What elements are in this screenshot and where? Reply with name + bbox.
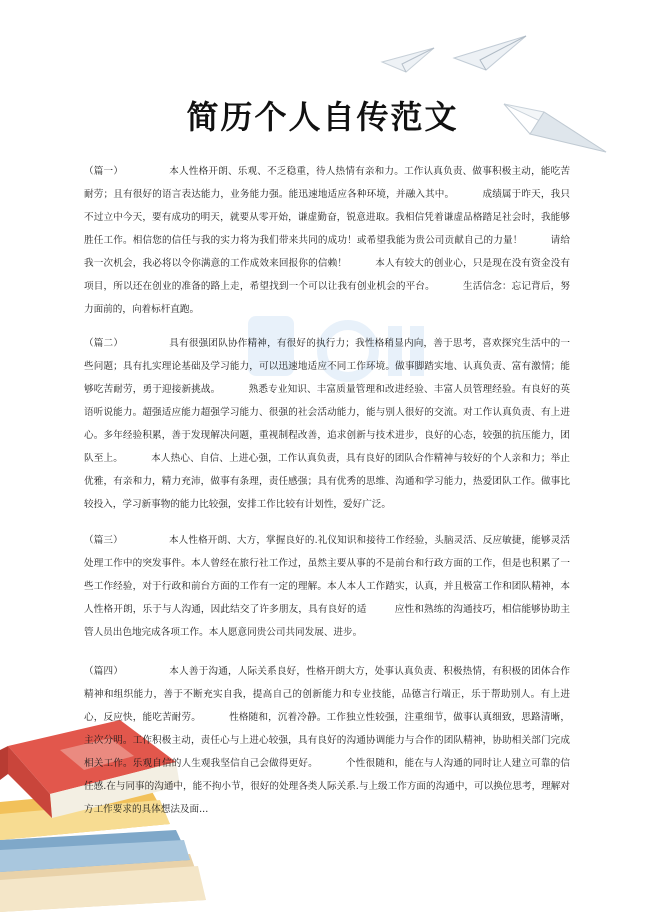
section-1: [84, 160, 570, 321]
section-label: （篇三）: [84, 535, 123, 546]
section-label: （篇四）: [84, 666, 124, 677]
section-text: 具有很强团队协作精神，有很好的执行力；我性格稍显内向，善于思考，喜欢探究生活中的一些问题；具有扎实理论基础及学习能力，可以迅速地适应不同工作环境。做事脚踏实地、认真负责、富有激情；能够吃苦耐劳，勇于迎接新挑战。: [84, 338, 571, 395]
section-text: 本人性格开朗、乐观、不乏稳重，待人热情有亲和力。工作认真负责、做事积极主动，能吃苦耐劳；且有很好的语言表达能力，业务能力强。能迅速地适应各种环境，并融入其中。: [84, 166, 571, 200]
paper-plane-medium-icon: [452, 32, 528, 72]
paper-plane-small-icon: [380, 44, 436, 74]
section-text: 个性很随和，能在与人沟通的同时让人建立可靠的信任感.在与同事的沟通中，能不拘小节，很好的处理各类人际关系.与上级工作方面的沟通中，可以换位思考，理解对方工作要求的具体想法及面...: [84, 758, 571, 815]
section-2: [84, 332, 570, 516]
section-4: [84, 660, 570, 821]
section-label: （篇二）: [84, 338, 124, 349]
section-text: 本人有较大的创业心，只是现在没有资金没有项目，所以还在创业的准备的路上走，希望找到一个可以让我有创业机会的平台。: [84, 258, 571, 292]
section-text: 性格随和，沉着冷静。工作独立性较强，注重细节，做事认真细致，思路清晰，主次分明。工作积极主动，责任心与上进心较强，具有良好的沟通协调能力与合作的团队精神，协助相关部门完成相关工作。乐观自信的人生观我坚信自己会做得更好。: [84, 712, 571, 769]
section-text: 本人善于沟通，人际关系良好，性格开朗大方，处事认真负责、积极热情，有积极的团体合作精神和组织能力，善于不断充实自我，提高自己的创新能力和专业技能，品德言行端正，乐于帮助别人。有上进心，反应快，能吃苦耐劳。: [84, 666, 571, 723]
section-text: 本人热心、自信、上进心强，工作认真负责，具有良好的团队合作精神与较好的个人亲和力；举止优雅，有亲和力，精力充沛，做事有条理，责任感强；具有优秀的思维、沟通和学习能力，热爱团队工作。做事比较投入，学习新事物的能力比较强，安排工作比较有计划性，爱好广泛。: [84, 453, 571, 510]
section-3: [84, 529, 570, 644]
section-text: 应性和熟练的沟通技巧，相信能够协助主管人员出色地完成各项工作。本人愿意同贵公司共同发展、进步。: [84, 604, 571, 638]
section-text: 本人性格开朗、大方，掌握良好的.礼仪知识和接待工作经验，头脑灵活、反应敏捷，能够灵活处理工作中的突发事件。本人曾经在旅行社工作过，虽然主要从事的不是前台和行政方面的工作，但是也积累了一些工作经验，对于行政和前台方面的工作有一定的理解。本人本人工作踏实，认真，并且极富工作和团队精神，本人性格开朗，乐于与人沟通，因此结交了许多朋友，具有良好的适: [84, 535, 571, 615]
section-text: 生活信念：忘记背后，努力面前的，向着标杆直跑。: [84, 281, 571, 315]
section-label: （篇一）: [84, 166, 124, 177]
page-title: 简历个人自传范文: [186, 98, 459, 136]
section-text: 熟悉专业知识、丰富质量管理和改进经验、丰富人员管理经验。有良好的英语听说能力。超强适应能力超强学习能力、很强的社会活动能力，能与别人很好的交流。对工作认真负责、有上进心。多年经验积累，善于发现解决问题，重视制程改善，追求创新与技术进步，良好的心态，较强的抗压能力，团队至上。: [84, 384, 571, 464]
section-text: 请给我一次机会，我必将以令你满意的工作成效来回报你的信赖！: [84, 235, 571, 269]
section-text: 成绩属于昨天，我只不过立中今天，要有成功的明天，就要从零开始，谦虚勤奋，锐意进取。我相信凭着谦虚品格踏足社会时，我能够胜任工作。相信您的信任与我的实力将为我们带来共同的成功！或希望我能为贵公司贡献自己的力量！: [84, 189, 570, 246]
